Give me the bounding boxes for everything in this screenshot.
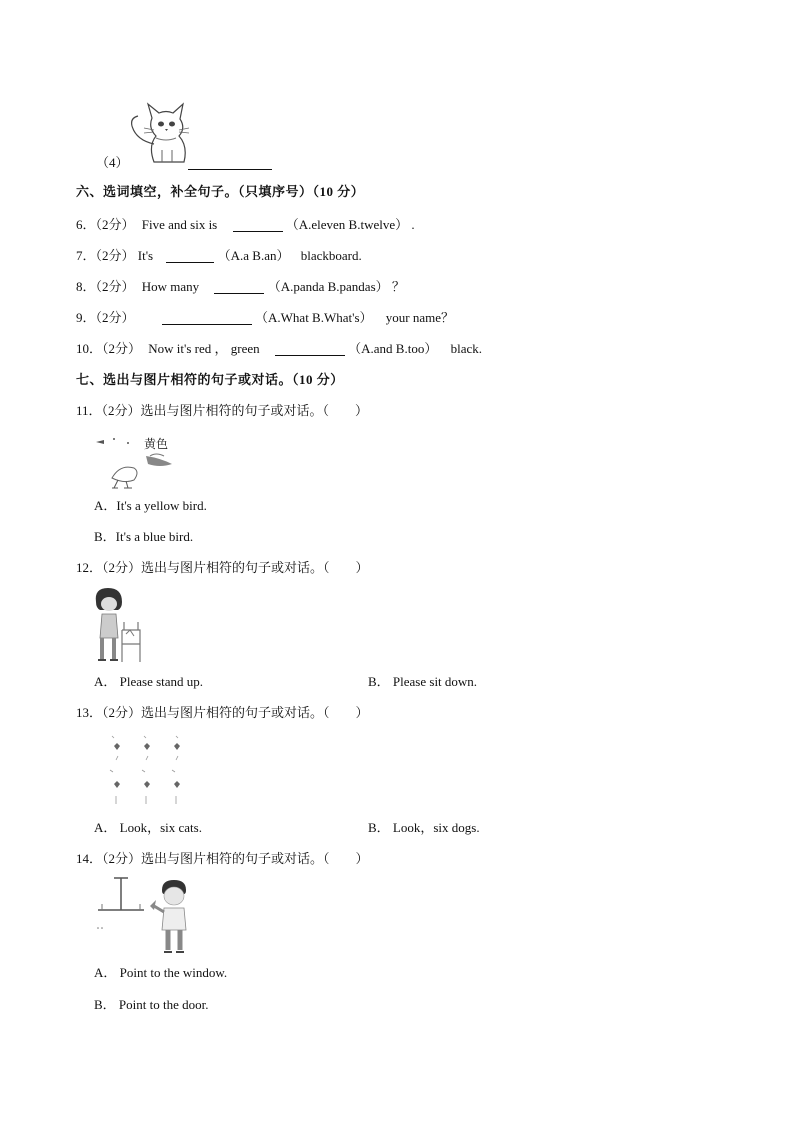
option-a[interactable]: A． Please stand up.: [94, 674, 204, 689]
question-prompt: 选出与图片相符的句子或对话。（ ）: [141, 560, 369, 575]
option-b[interactable]: B．It's a blue bird.: [94, 529, 194, 544]
question-number: 8．（2分）: [76, 279, 135, 294]
question-options: （A.and B.too）: [348, 341, 438, 356]
question-4-number: （4）: [96, 155, 129, 170]
question-options: （A.panda B.pandas）: [267, 279, 389, 294]
answer-blank-7[interactable]: [166, 248, 214, 263]
question-number: 13．（2分）: [76, 705, 142, 720]
section-6-heading: 六、选词填空，补全句子。（只填序号）（10 分）: [76, 184, 365, 199]
option-a[interactable]: A．It's a yellow bird.: [94, 498, 207, 513]
question-prompt: 选出与图片相符的句子或对话。（ ）: [141, 705, 369, 720]
section-7-heading: 七、选出与图片相符的句子或对话。（10 分）: [76, 372, 344, 387]
question-7: [76, 247, 362, 265]
question-text: It's: [137, 248, 154, 263]
answer-blank-9[interactable]: [162, 310, 252, 325]
question-text: Now it's red ， green: [148, 341, 260, 356]
question-options: （A.a B.an）: [217, 248, 290, 263]
question-text: How many: [141, 279, 200, 294]
question-8: [76, 278, 405, 296]
question-number: 12．（2分）: [76, 560, 142, 575]
question-prompt: 选出与图片相符的句子或对话。（ ）: [140, 403, 369, 418]
boy-pointing-picture: [94, 876, 194, 956]
question-10: [76, 340, 482, 358]
question-text-after: ？: [391, 279, 405, 294]
question-number: 14．（2分）: [76, 851, 142, 866]
answer-blank-6[interactable]: [233, 217, 283, 232]
question-12: [76, 559, 369, 577]
question-number: 10．（2分）: [76, 341, 142, 356]
question-14: [76, 850, 369, 868]
animals-picture: [100, 734, 190, 808]
question-6: [76, 216, 415, 234]
option-b[interactable]: B． Point to the door.: [94, 997, 209, 1012]
question-number: 7．（2分）: [76, 248, 135, 263]
bird-picture: [94, 434, 180, 490]
question-options: （A.eleven B.twelve）: [285, 217, 409, 232]
option-a[interactable]: A． Look，six cats.: [94, 820, 202, 835]
question-text-after: .: [411, 217, 415, 232]
answer-blank-10[interactable]: [275, 341, 345, 356]
question-prompt: 选出与图片相符的句子或对话。（ ）: [141, 851, 369, 866]
option-a[interactable]: A． Point to the window.: [94, 965, 228, 980]
question-text: Five and six is: [141, 217, 218, 232]
color-label: 黄色: [144, 437, 169, 451]
question-9: [76, 309, 454, 327]
question-text-after: your name？: [385, 310, 455, 325]
answer-blank-8[interactable]: [214, 279, 264, 294]
question-options: （A.What B.What's）: [255, 310, 373, 325]
question-11: [76, 402, 368, 420]
question-number: 6．（2分）: [76, 217, 135, 232]
option-b[interactable]: B． Look，six dogs.: [368, 820, 480, 835]
question-text-after: blackboard.: [300, 248, 362, 263]
option-b[interactable]: B． Please sit down.: [368, 674, 478, 689]
question-13: [76, 704, 369, 722]
question-number: 9．（2分）: [76, 310, 135, 325]
answer-blank-4[interactable]: [188, 154, 272, 170]
cat-picture: [126, 100, 196, 168]
girl-standing-picture: [92, 586, 144, 664]
question-number: 11．（2分）: [76, 403, 141, 418]
question-text-after: black.: [450, 341, 482, 356]
